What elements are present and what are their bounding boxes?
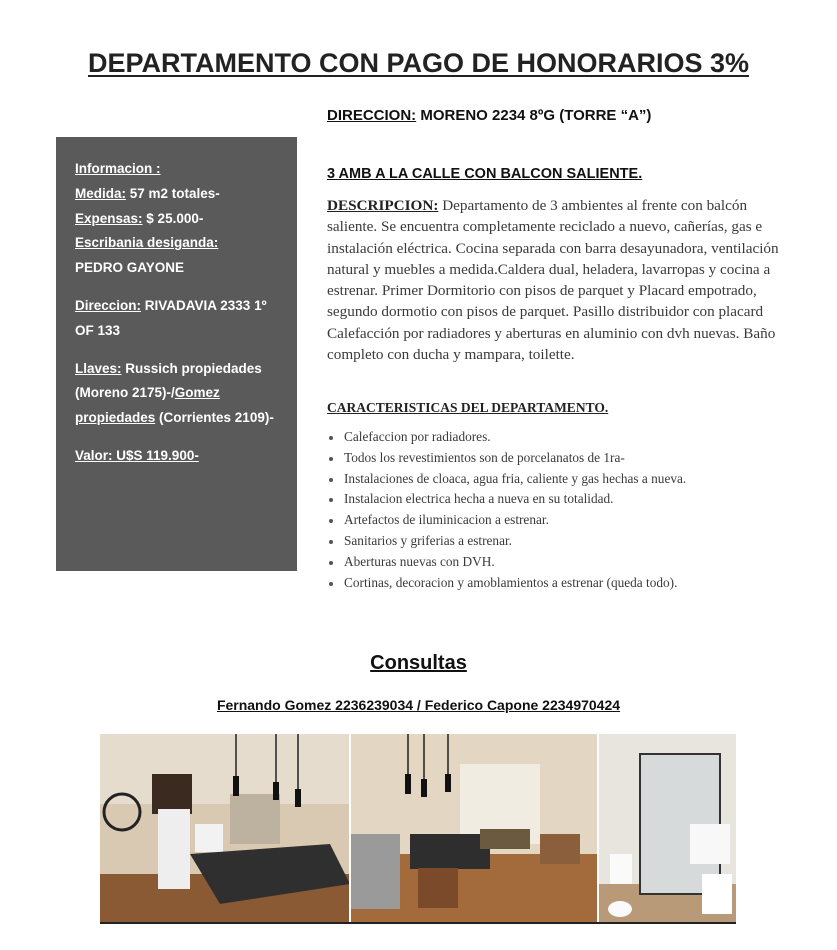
features-list bbox=[327, 427, 807, 593]
address-value: MORENO 2234 8ºG (TORRE “A”) bbox=[420, 107, 652, 124]
bottom-rule bbox=[100, 922, 736, 924]
description-label: DESCRIPCION: bbox=[327, 197, 439, 214]
description-text: Departamento de 3 ambientes al frente con balcón saliente. Se encuentra completamente reciclado a nuevo, cañerías, gas e instalación eléctrica. Cocina separada con barra desayunadora, ventilación natural y muebles a medida.Caldera dual, heladera, lavarropas y cocina a estrenar. Primer Dormitorio con pisos de parquet y Placard empotrado, segundo dormotio con pisos de parquet. Pasillo distribuidor con placard Calefacción por radiadores y aberturas en aluminio con dvh nuevas. Baño completo con ducha y mampara, toilette. bbox=[327, 197, 779, 364]
direccion-value: RIVADAVIA 2333 1º OF 133 bbox=[75, 297, 267, 338]
list-item: Artefactos de iluminicacion a estrenar. bbox=[327, 510, 807, 531]
list-item: Todos los revestimientos son de porcelanatos de 1ra- bbox=[327, 448, 807, 469]
address-line bbox=[327, 107, 651, 124]
list-item: Instalaciones de cloaca, agua fria, caliente y gas hechas a nueva. bbox=[327, 469, 807, 490]
llaves-value-link: Gomez propiedades bbox=[75, 385, 220, 426]
address-label: DIRECCION: bbox=[327, 107, 417, 124]
expensas-label: Expensas: bbox=[75, 210, 143, 226]
page-title: DEPARTAMENTO CON PAGO DE HONORARIOS 3% bbox=[87, 48, 750, 78]
llaves-value-1: Russich propiedades (Moreno 2175)-/ bbox=[75, 360, 262, 401]
contacts: Fernando Gomez 2236239034 / Federico Capone 2234970424 bbox=[216, 697, 621, 713]
escribania-value: PEDRO GAYONE bbox=[75, 260, 185, 276]
list-item: Instalacion electrica hecha a nueva en su totalidad. bbox=[327, 489, 807, 510]
llaves-label: Llaves: bbox=[75, 360, 122, 376]
photo-kitchen bbox=[100, 734, 350, 922]
llaves-value-2: (Corrientes 2109)- bbox=[155, 410, 274, 426]
description bbox=[327, 195, 797, 365]
photo-bathroom bbox=[598, 734, 736, 922]
expensas-value: $ 25.000- bbox=[142, 210, 204, 226]
info-heading: Informacion : bbox=[75, 161, 161, 176]
subtitle: 3 AMB A LA CALLE CON BALCON SALIENTE. bbox=[327, 166, 643, 182]
list-item: Cortinas, decoracion y amoblamientos a estrenar (queda todo). bbox=[327, 573, 807, 594]
escribania-label: Escribania desiganda: bbox=[75, 235, 219, 251]
photo-strip bbox=[100, 734, 736, 922]
medida-label: Medida: bbox=[75, 185, 127, 201]
medida-value: 57 m2 totales- bbox=[126, 185, 220, 201]
consultas-title: Consultas bbox=[370, 652, 467, 674]
features-title: CARACTERISTICAS DEL DEPARTAMENTO. bbox=[327, 400, 609, 415]
list-item: Aberturas nuevas con DVH. bbox=[327, 552, 807, 573]
direccion-label: Direccion: bbox=[75, 297, 142, 313]
list-item: Calefaccion por radiadores. bbox=[327, 427, 807, 448]
info-box bbox=[56, 137, 297, 571]
list-item: Sanitarios y griferias a estrenar. bbox=[327, 531, 807, 552]
valor: Valor: U$S 119.900- bbox=[75, 447, 199, 463]
photo-living bbox=[350, 734, 598, 922]
